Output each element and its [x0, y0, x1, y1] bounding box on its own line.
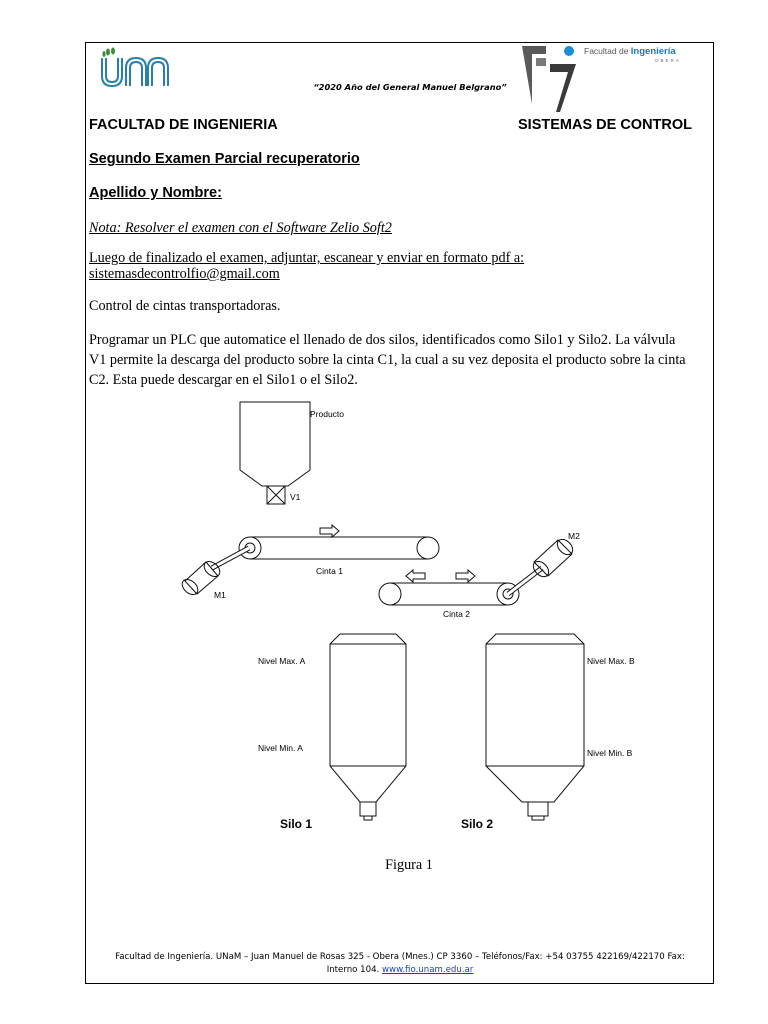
label-nivel-min-a: Nivel Min. A: [258, 743, 303, 753]
motor-m2: [508, 536, 576, 594]
label-cinta1: Cinta 1: [316, 566, 343, 576]
faculty-title: FACULTAD DE INGENIERIA: [89, 117, 278, 133]
label-m2: M2: [568, 531, 580, 541]
figure-caption: Figura 1: [385, 857, 433, 873]
footer-line2: Interno 104. www.fio.unam.edu.ar: [326, 964, 474, 975]
label-v1: V1: [290, 492, 301, 502]
topic-text: Control de cintas transportadoras.: [89, 298, 281, 314]
figure-diagram: [170, 398, 640, 844]
fio-logo-mark: [520, 44, 582, 112]
label-nivel-min-b: Nivel Min. B: [587, 748, 633, 758]
email-text: sistemasdecontrolfio@gmail.com: [89, 266, 280, 282]
label-nivel-max-a: Nivel Max. A: [258, 656, 306, 666]
footer: [88, 951, 712, 976]
label-silo2: Silo 2: [461, 817, 494, 831]
label-producto: Producto: [310, 409, 345, 419]
name-label: Apellido y Nombre:: [89, 185, 222, 201]
belt-2: [379, 583, 519, 605]
valve-cross-icon: [267, 486, 285, 504]
motto: “2020 Año del General Manuel Belgrano”: [313, 82, 507, 92]
note-text: Nota: Resolver el examen con el Software Zelio Soft2: [89, 220, 392, 236]
belt-1: [239, 537, 439, 559]
footer-website-link[interactable]: www.fio.unam.edu.ar: [382, 964, 474, 975]
fio-logo-subtext: OBERA: [655, 58, 681, 63]
label-nivel-max-b: Nivel Max. B: [587, 656, 635, 666]
para-line2: V1 permite la descarga del producto sobre la cinta C1, la cual a su vez deposita el producto sobre la cinta: [89, 352, 686, 368]
label-cinta2: Cinta 2: [443, 609, 470, 619]
footer-line1: Facultad de Ingeniería. UNaM – Juan Manuel de Rosas 325 - Obera (Mnes.) CP 3360 – Teléfonos/Fax: +54 03755 422169/422170 Fax:: [115, 952, 685, 962]
unam-logo: [96, 46, 180, 92]
arrow-right-icon: [456, 570, 475, 582]
arrow-left-icon: [406, 570, 425, 582]
subject-title: SISTEMAS DE CONTROL: [518, 117, 693, 133]
hopper: [240, 402, 310, 486]
para-line3: C2. Esta puede descargar en el Silo1 o el Silo2.: [89, 372, 358, 388]
exam-title: Segundo Examen Parcial recuperatorio: [89, 151, 360, 167]
arrow-right-icon: [320, 525, 339, 537]
para-line1: Programar un PLC que automatice el llenado de dos silos, identificados como Silo1 y Silo2. La válvula: [89, 332, 676, 348]
silo-2: [486, 634, 584, 820]
label-m1: M1: [214, 590, 226, 600]
fio-logo-text: Facultad de Ingeniería: [584, 46, 676, 57]
instructions-line1: Luego de finalizado el examen, adjuntar, escanear y enviar en formato pdf a:: [89, 250, 525, 266]
label-silo1: Silo 1: [280, 817, 313, 831]
silo-1: [330, 634, 406, 820]
